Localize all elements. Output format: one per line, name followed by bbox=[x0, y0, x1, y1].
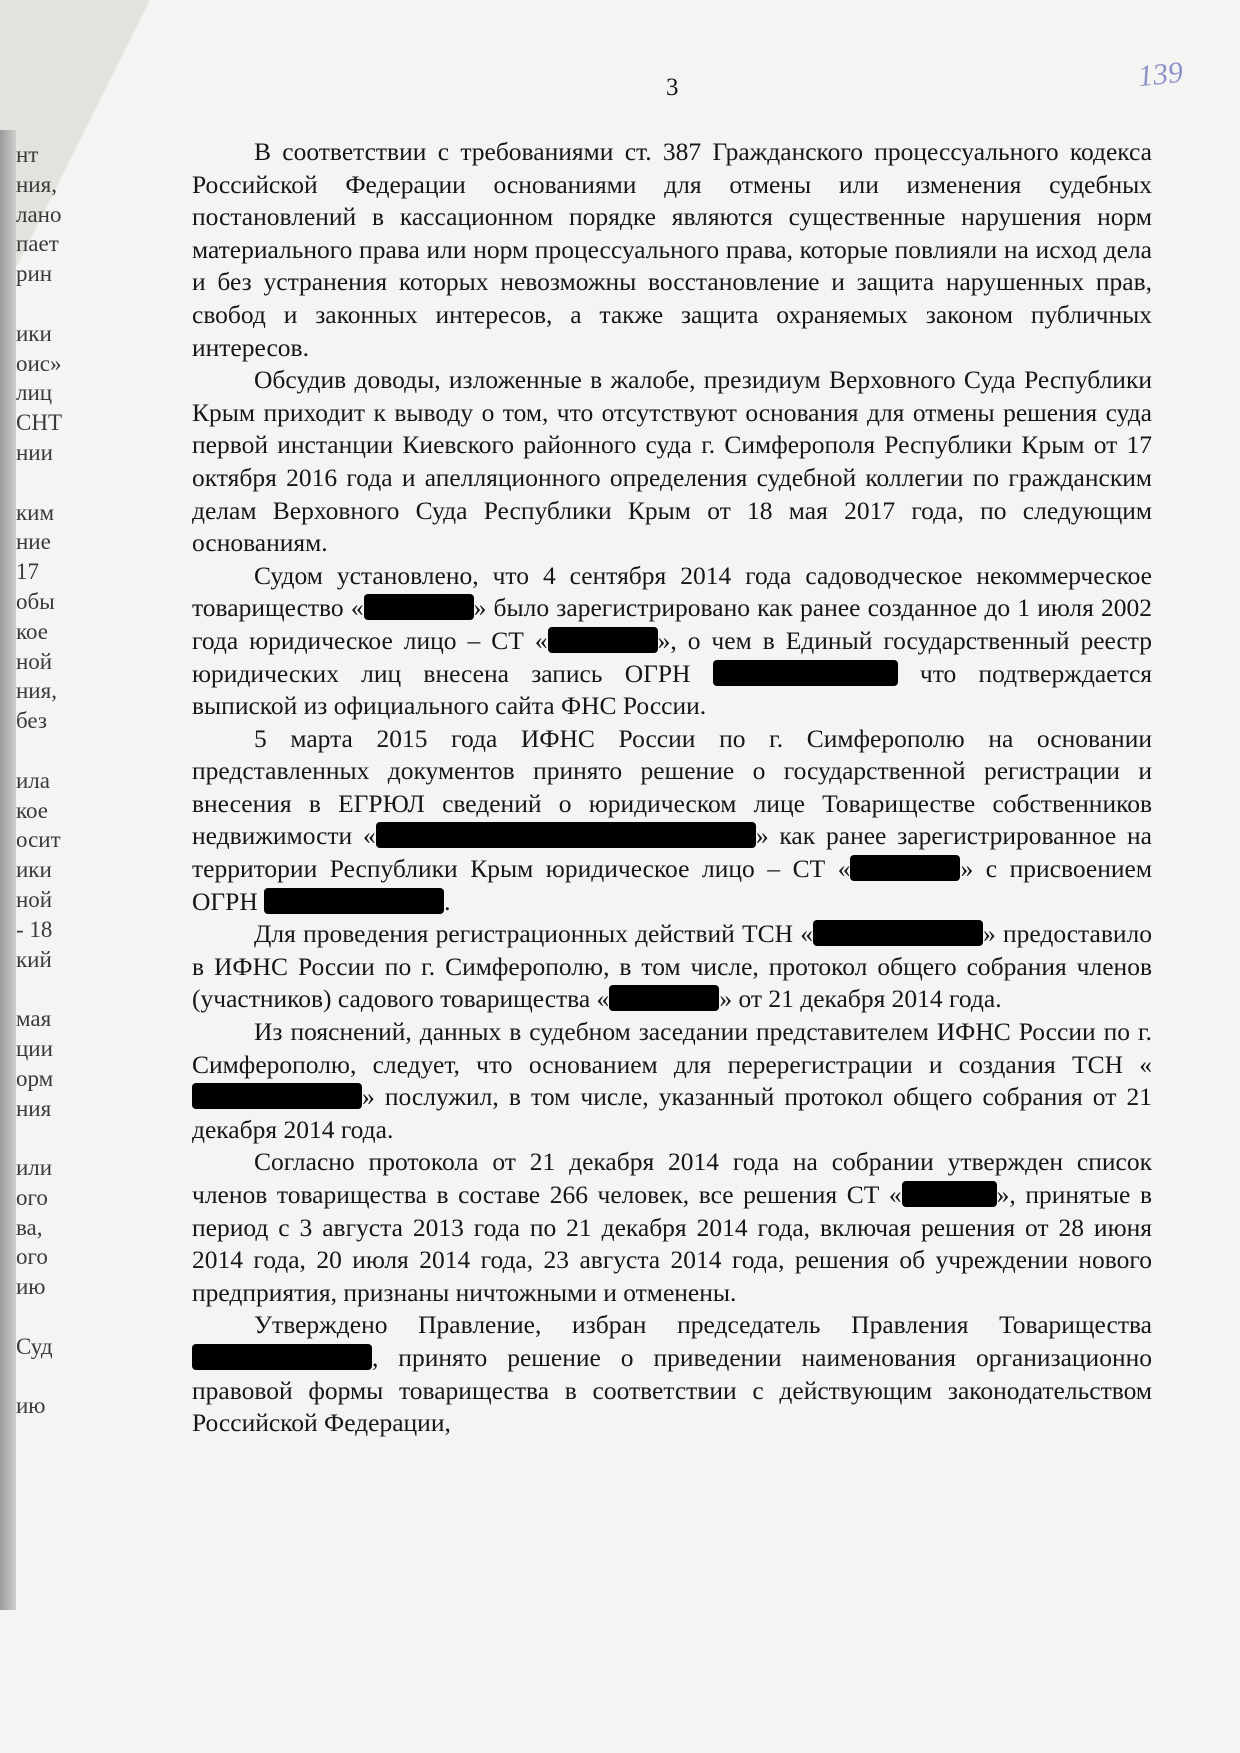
redaction bbox=[192, 1083, 362, 1109]
redaction bbox=[548, 627, 658, 653]
paragraph-protocol-decisions: Согласно протокола от 21 декабря 2014 года на собрании утвержден список членов товарищества в составе 266 человек, все решения СТ « », принятые в период с 3 августа 2013 года по 21 декабря 2014 года, включая решения от 28 июня 2014 года, 20 июля 2014 года, 23 августа 2014 года, решения об учреждении нового предприятия, признаны ничтожными и отменены. bbox=[192, 1147, 1152, 1307]
redaction bbox=[192, 1344, 372, 1370]
page-number: 3 bbox=[666, 74, 679, 101]
paragraph-ifns-decision: 5 марта 2015 года ИФНС России по г. Симферополю на основании представленных документов принято решение о государственной регистрации и внесения в ЕГРЮЛ сведений о юридическом лице Товариществе собственников недвижимости « » как ранее зарегистрированное на территории Республики Крым юридическое лицо – СТ « » с присвоением ОГРН . bbox=[192, 723, 1152, 916]
redaction bbox=[713, 660, 898, 686]
binding-shadow bbox=[0, 130, 16, 1610]
paragraph-ifns-explanations: Из пояснений, данных в судебном заседании представителем ИФНС России по г. Симферополю, следует, что основанием для перерегистрации и создания ТСН «» послужил, в том числе, указанный протокол общего собрания от 21 декабря 2014 года. bbox=[192, 1017, 1152, 1144]
paragraph-registration-st: Судом установлено, что 4 сентября 2014 года садоводческое некоммерческое товарищество « » было зарегистрировано как ранее созданное до 1 июля 2002 года юридическое лицо – СТ « », о чем в Единый государственный реестр юридических лиц внесена запись ОГРН что подтверждается выпиской из официального сайта ФНС России. bbox=[192, 560, 1153, 721]
redaction bbox=[813, 920, 983, 946]
redaction bbox=[364, 594, 474, 620]
redaction bbox=[264, 888, 444, 914]
redaction bbox=[376, 822, 756, 848]
redaction bbox=[902, 1181, 997, 1207]
redaction bbox=[609, 985, 719, 1011]
paragraph-presidium-conclusion: Обсудив доводы, изложенные в жалобе, президиум Верховного Суда Республики Крым приходит к выводу о том, что отсутствуют основания для отмены решения суда первой инстанции Киевского районного суда г. Симферополя Республики Крым от 17 октября 2016 года и апелляционного определения судебной коллегии по гражданским делам Верховного Суда Республики Крым от 18 мая 2017 года, по следующим основаниям. bbox=[192, 365, 1152, 558]
paragraph-registration-actions: Для проведения регистрационных действий ТСН « » предоставило в ИФНС России по г. Симферополю, в том числе, протокол общего собрания членов (участников) садового товарищества « » от 21 декабря 2014 года. bbox=[192, 919, 1152, 1014]
document-body bbox=[192, 136, 1152, 1440]
archive-page-number: 139 bbox=[1136, 55, 1185, 94]
redaction bbox=[850, 855, 960, 881]
left-edge-fragments: нт ния, лано пает рин ики оис» лиц СНТ нии ким ние 17 обы кое ной ния, без ила кое осит ики ной - 18 кий мая ции орм ния или ого ва, ого ию Суд ию bbox=[16, 142, 62, 1419]
paragraph-grounds-for-cassation: В соответствии с требованиями ст. 387 Гражданского процессуального кодекса Российской Федерации основаниями для отмены или изменения судебных постановлений в кассационном порядке являются существенные нарушения норм материального права или норм процессуального права, которые повлияли на исход дела и без устранения которых невозможны восстановление и защита нарушенных прав, свобод и законных интересов, а также защита охраняемых законом публичных интересов. bbox=[192, 137, 1152, 362]
paragraph-board-approval: Утверждено Правление, избран председатель Правления Товарищества , принято решение о приведении наименования организационно правовой формы товарищества в соответствии с действующим законодательством Российской Федерации, bbox=[192, 1310, 1152, 1438]
